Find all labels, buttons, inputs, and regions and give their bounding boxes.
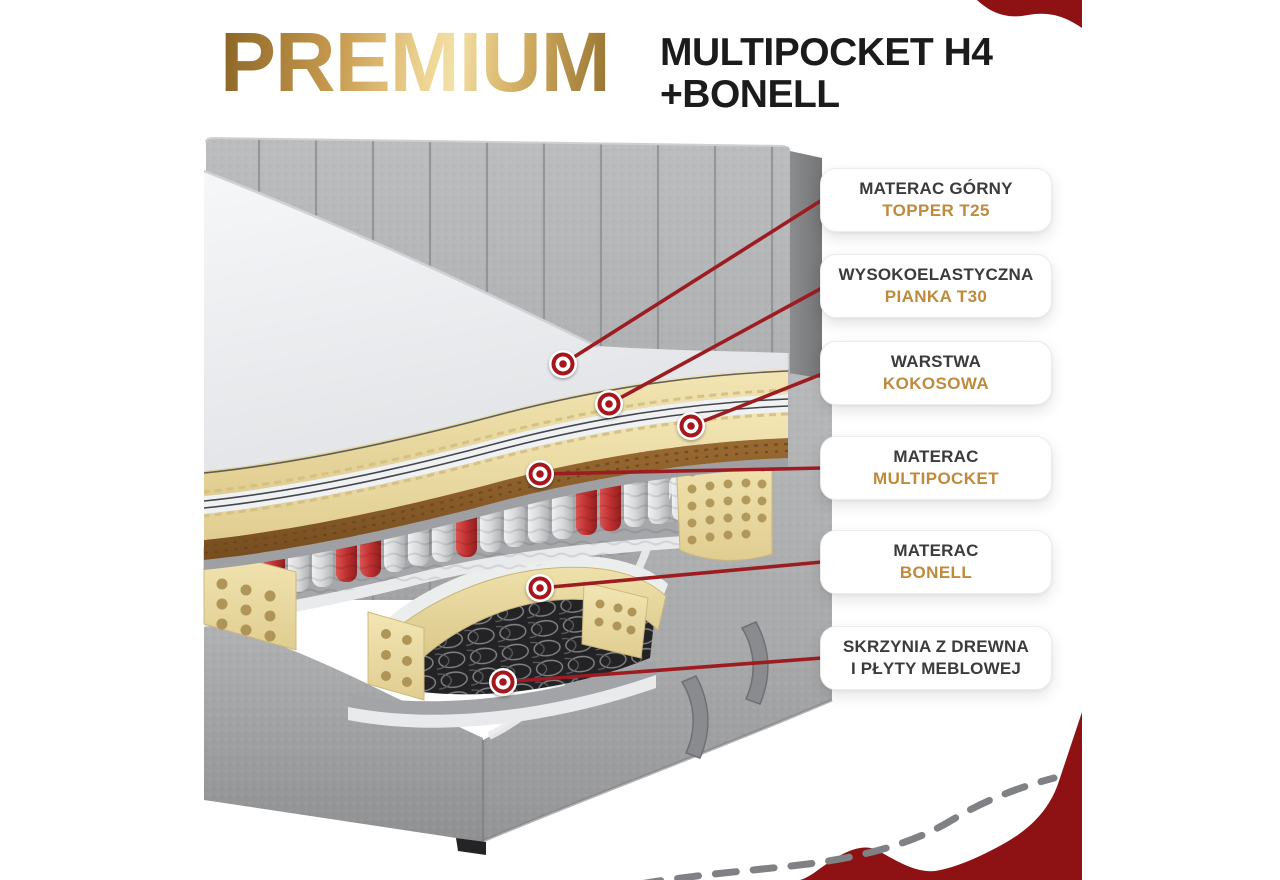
- label-line2: BONELL: [899, 563, 973, 582]
- layer-marker-icon: [595, 390, 623, 418]
- label-line2: I PŁYTY MEBLOWEJ: [850, 659, 1022, 678]
- label-card-coconut: [820, 341, 1052, 405]
- brand-title: PREMIUM: [220, 15, 610, 109]
- label-line2: KOKOSOWA: [882, 374, 990, 393]
- product-title-line1: MULTIPOCKET H4: [660, 31, 993, 74]
- label-line1: MATERAC: [893, 446, 979, 466]
- label-card-multipocket: [820, 436, 1052, 500]
- layer-marker-icon: [549, 350, 577, 378]
- layer-marker-icon: [526, 574, 554, 602]
- label-card-storage-box: [820, 626, 1052, 690]
- label-line2: TOPPER T25: [882, 201, 990, 220]
- layer-marker-icon: [489, 668, 517, 696]
- label-line2: MULTIPOCKET: [873, 469, 999, 488]
- label-line1: WYSOKOELASTYCZNA: [838, 264, 1034, 284]
- layer-marker-icon: [677, 412, 705, 440]
- label-card-topper: [820, 168, 1052, 232]
- product-title: [660, 32, 992, 116]
- product-title-line2: +BONELL: [660, 73, 840, 117]
- label-line1: WARSTWA: [890, 351, 982, 371]
- label-card-bonell: [820, 530, 1052, 594]
- label-line1: MATERAC GÓRNY: [859, 178, 1013, 198]
- bonell-foam-rail-left: [368, 612, 424, 700]
- label-line1: SKRZYNIA Z DREWNA: [843, 636, 1029, 656]
- top-right-blob: [977, 0, 1082, 28]
- label-line1: MATERAC: [893, 540, 979, 560]
- label-card-foam-t30: [820, 254, 1052, 318]
- bottom-right-blob: [800, 712, 1082, 880]
- layer-marker-icon: [526, 460, 554, 488]
- label-line2: PIANKA T30: [884, 287, 988, 306]
